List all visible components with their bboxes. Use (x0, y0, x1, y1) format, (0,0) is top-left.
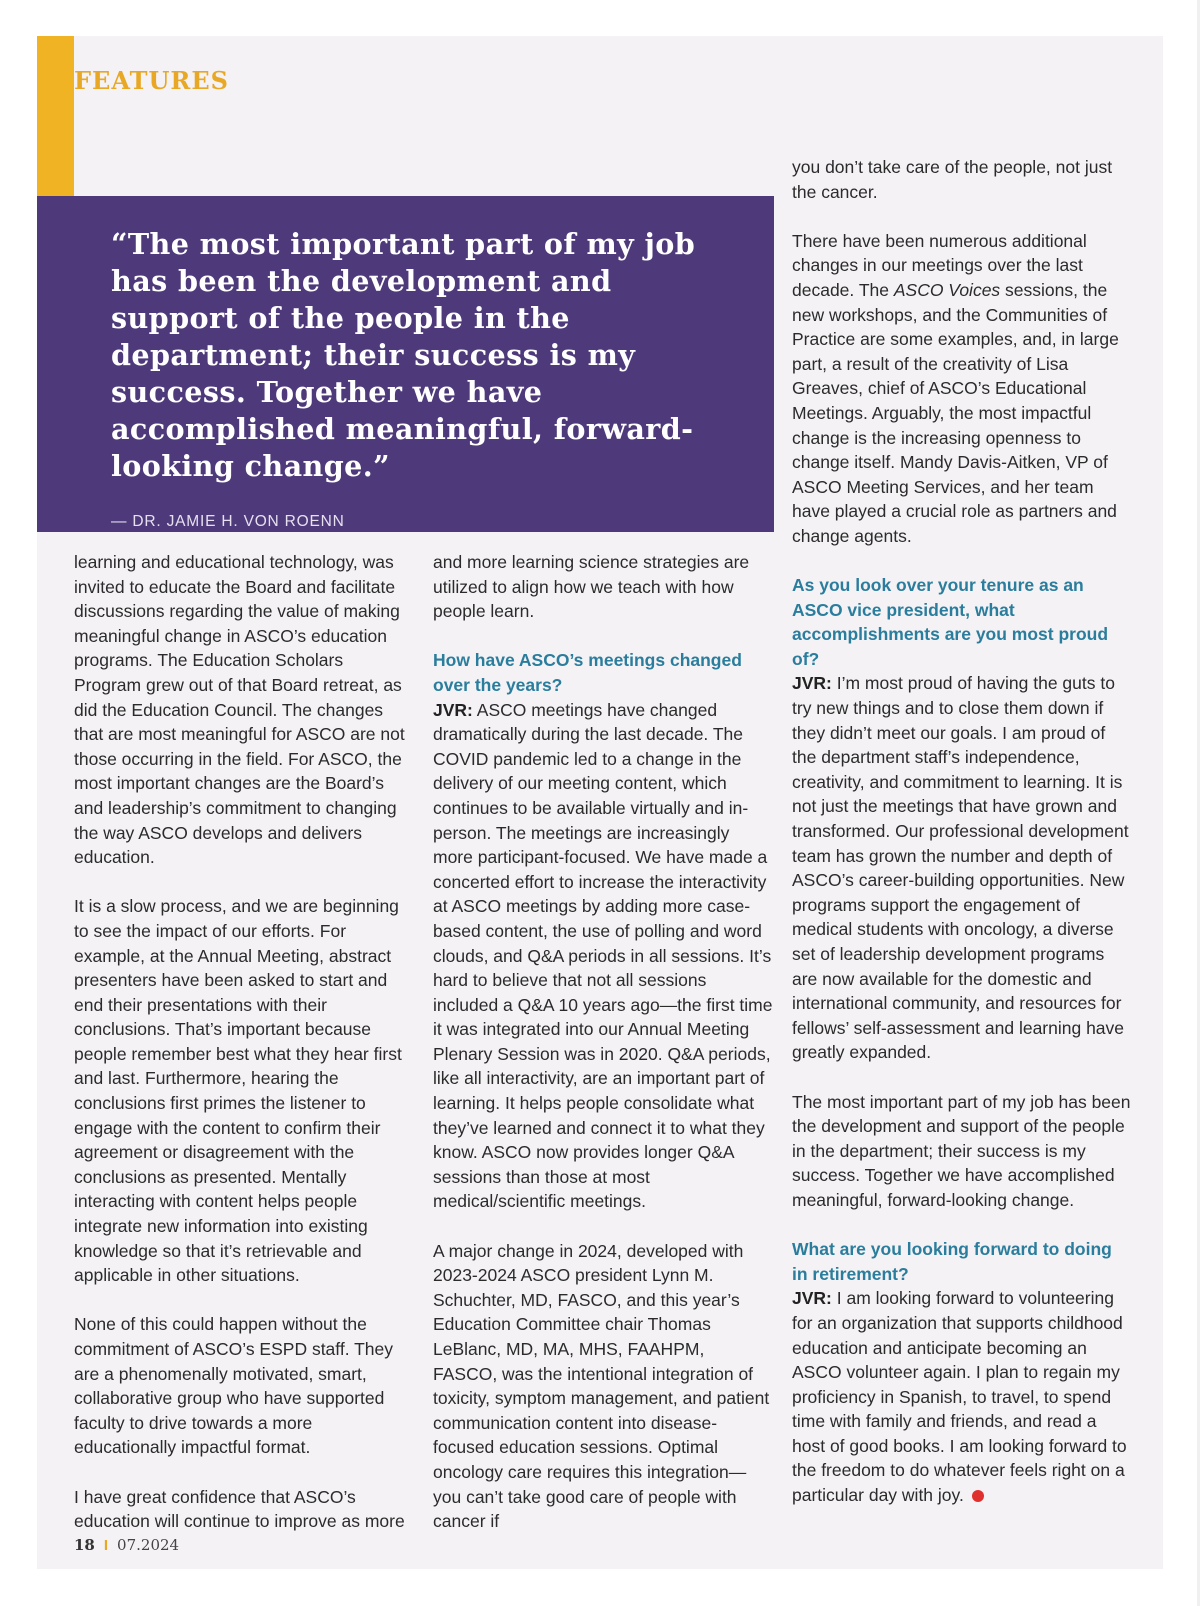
speaker-label: JVR: (792, 673, 832, 694)
footer-separator: I (103, 1537, 109, 1554)
accent-bar (37, 36, 74, 196)
pull-quote-attribution: — DR. JAMIE H. VON ROENN (111, 513, 345, 530)
issue-date: 07.2024 (117, 1536, 180, 1554)
paragraph: learning and educational technology, was invited to educate the Board and facilitate discussions regarding the value of making meaningful change in ASCO’s education programs. The Education Scholars Program grew out of that Board retreat, as did the Education Council. The changes that are most meaningful for ASCO are not those occurring in the field. For ASCO, the most important changes are the Board’s and leadership’s commitment to changing the way ASCO develops and delivers education. (74, 552, 405, 868)
paragraph: I have great confidence that ASCO’s education will continue to improve as more (74, 1486, 405, 1532)
paragraph: The most important part of my job has been the development and support of the people in the department; their success is my success. Together we have accomplished meaningful, forward-looking change. (792, 1091, 1131, 1210)
pull-quote-box (37, 196, 774, 532)
paragraph: you don’t take care of the people, not just the cancer. (792, 157, 1113, 202)
interview-answer (433, 698, 773, 1214)
text-run: There have been numerous additional changes in our meetings over the last decade. The (792, 230, 1087, 300)
answer-text: I’m most proud of having the guts to try new things and to close them down if they didn’t meet our goals. I am proud of the department staff’s independence, creativity, and commitment to learning. It is not just the meetings that have grown and transformed. Our professional development team has grown the number and depth of ASCO’s career-building opportunities. New programs support the engagement of medical students with oncology, a diverse set of leadership development programs are now available for the domestic and international community, and resources for fellows’ self-assessment and learning have greatly expanded. (792, 673, 1129, 1063)
answer-text: ASCO meetings have changed dramatically during the last decade. The COVID pandemic led to a change in the delivery of our meeting content, which continues to be available virtually and in-person. The meetings are increasingly more participant-focused. We have made a concerted effort to increase the interactivity at ASCO meetings by adding more case-based content, the use of polling and word clouds, and Q&A periods in all sessions. It’s hard to believe that not all sessions included a Q&A 10 years ago—the first time it was integrated into our Annual Meeting Plenary Session was in 2020. Q&A periods, like all interactivity, are an important part of learning. It helps people consolidate what they’ve learned and connect it to what they know. ASCO now provides longer Q&A sessions than those at most medical/scientific meetings. (433, 699, 773, 1212)
end-mark-icon (972, 1490, 984, 1502)
paragraph: It is a slow process, and we are beginning to see the impact of our efforts. For example, at the Annual Meeting, abstract presenters have been asked to start and end their presentations with their conclusions. That’s important because people remember best what they hear first and last. Furthermore, hearing the conclusions first primes the listener to engage with the content to confirm their agreement or disagreement with the conclusions as presented. Mentally interacting with content helps people integrate new information into existing knowledge so that it’s retrievable and applicable in other situations. (74, 896, 402, 1286)
column-3 (792, 155, 1132, 1532)
interview-answer (792, 671, 1132, 1065)
section-label: FEATURES (74, 66, 229, 95)
interview-question: What are you looking forward to doing in retirement? (792, 1239, 1112, 1284)
speaker-label: JVR: (433, 699, 473, 720)
answer-text: I am looking forward to volunteering for an organization that supports childhood education and anticipate becoming an ASCO volunteer again. I plan to regain my proficiency in Spanish, to travel, to spend time with family and friends, and read a host of good books. I am looking forward to the freedom to do whatever feels right on a particular day with joy. (792, 1288, 1127, 1506)
paragraph: A major change in 2024, developed with 2023-2024 ASCO president Lynn M. Schuchter, MD, FASCO, and this year’s Education Committee chair Thomas LeBlanc, MD, MA, MHS, FAAHPM, FASCO, was the intentional integration of toxicity, symptom management, and patient communication content into disease-focused education sessions. Optimal oncology care requires this integration—you can’t take good care of people with cancer if (433, 1240, 770, 1532)
interview-answer (792, 1286, 1132, 1507)
paragraph: None of this could happen without the commitment of ASCO’s ESPD staff. They are a phenomenally motivated, smart, collaborative group who have supported faculty to drive towards a more educationally impactful format. (74, 1314, 394, 1458)
column-1 (74, 550, 414, 1558)
page-number: 18 (74, 1536, 95, 1554)
paragraph (792, 229, 1132, 549)
text-run: sessions, the new workshops, and the Communities of Practice are some examples, and, in large part, a result of the creativity of Lisa Greaves, chief of ASCO’s Educational Meetings. Arguably, the most impactful change is the increasing openness to change itself. Mandy Davis-Aitken, VP of ASCO Meeting Services, and her team have played a crucial role as partners and change agents. (792, 279, 1119, 546)
speaker-label: JVR: (792, 1288, 832, 1309)
column-2 (433, 550, 773, 1558)
interview-question: As you look over your tenure as an ASCO vice president, what accomplishments are you most proud of? (792, 575, 1109, 669)
interview-question: How have ASCO’s meetings changed over the years? (433, 650, 742, 695)
page-footer (74, 1536, 179, 1554)
pull-quote-text: “The most important part of my job has been the development and support of the people in the department; their success is my success. Together we have accomplished meaningful, forward-looking change.” (111, 227, 696, 483)
paragraph: and more learning science strategies are utilized to align how we teach with how people learn. (433, 552, 750, 622)
emphasis: ASCO Voices (893, 279, 1001, 300)
